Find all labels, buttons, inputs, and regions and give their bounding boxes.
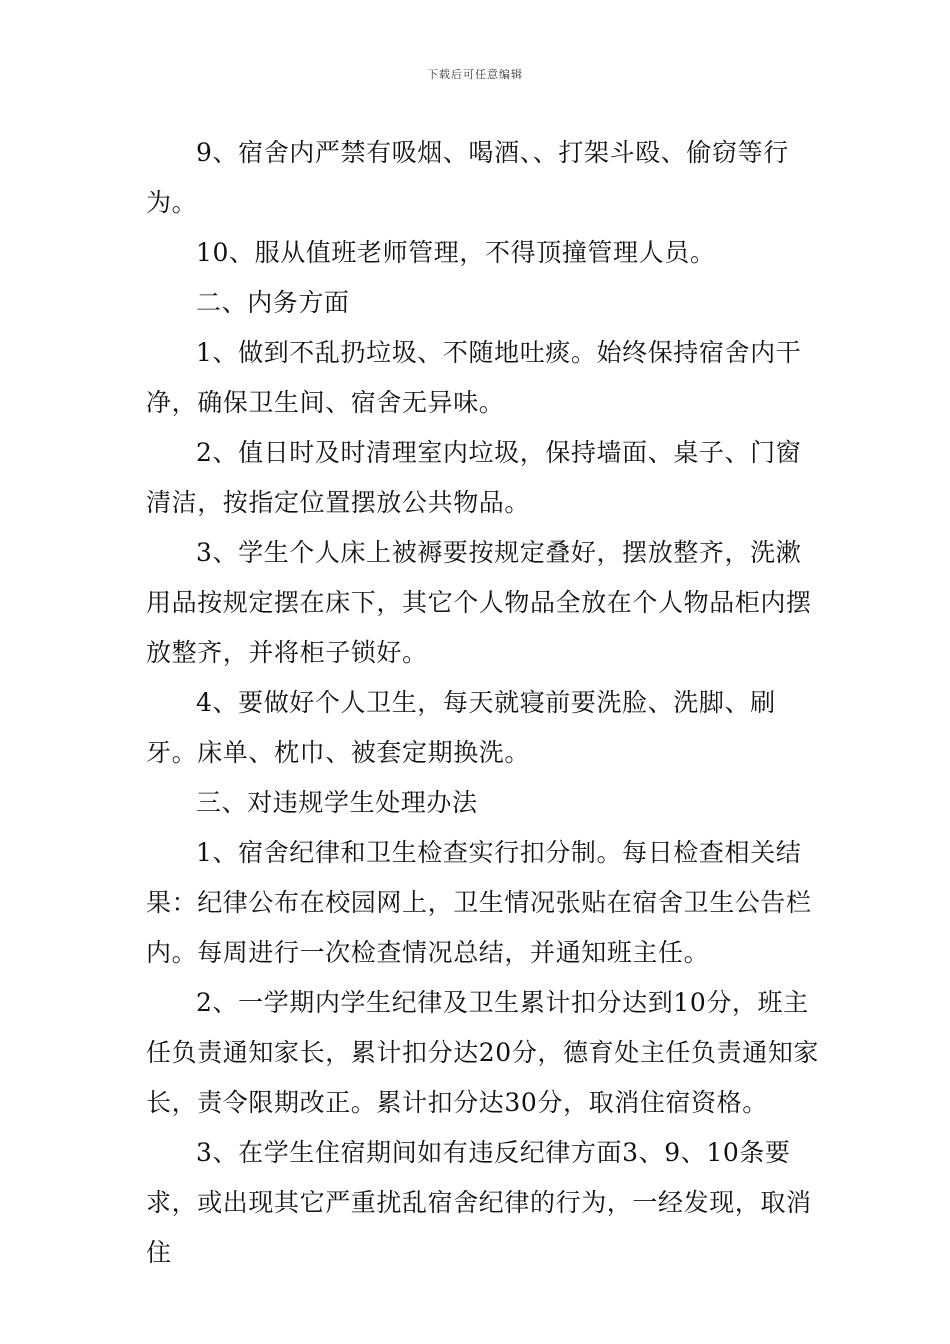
paragraph-affairs-1: 1、做到不乱扔垃圾、不随地吐痰。始终保持宿舍内干净，确保卫生间、宿舍无异味。 [146,338,802,417]
paragraph-violations-1: 1、宿舍纪律和卫生检查实行扣分制。每日检查相关结果：纪律公布在校园网上，卫生情况张贴在宿舍卫生公告栏内。每周进行一次检查情况总结，并通知班主任。 [146,838,812,967]
section-heading-violations: 三、对违规学生处理办法 [196,788,478,817]
page-header-caption: 下载后可任意编辑 [427,68,523,81]
paragraph-violations-2: 2、一学期内学生纪律及卫生累计扣分达到10分，班主任负责通知家长，累计扣分达20分，德育处主任负责通知家长，责令限期改正。累计扣分达30分，取消住宿资格。 [146,988,820,1117]
paragraph-rule-9: 9、宿舍内严禁有吸烟、喝酒、、打架斗殴、偷窃等行为。 [146,138,789,217]
paragraph-affairs-2: 2、值日时及时清理室内垃圾，保持墙面、桌子、门窗清洁，按指定位置摆放公共物品。 [146,438,802,517]
paragraph-affairs-4: 4、要做好个人卫生，每天就寝前要洗脸、洗脚、刷牙。床单、枕巾、被套定期换洗。 [146,688,776,767]
paragraph-affairs-3: 3、学生个人床上被褥要按规定叠好，摆放整齐，洗漱用品按规定摆在床下，其它个人物品全放在个人物品柜内摆放整齐，并将柜子锁好。 [146,538,812,667]
document-body [146,128,826,1278]
paragraph-violations-3: 3、在学生住宿期间如有违反纪律方面3、9、10条要求，或出现其它严重扰乱宿舍纪律的行为，一经发现，取消住 [146,1138,812,1267]
section-heading-internal-affairs: 二、内务方面 [196,288,350,317]
paragraph-rule-10: 10、服从值班老师管理，不得顶撞管理人员。 [196,238,716,267]
